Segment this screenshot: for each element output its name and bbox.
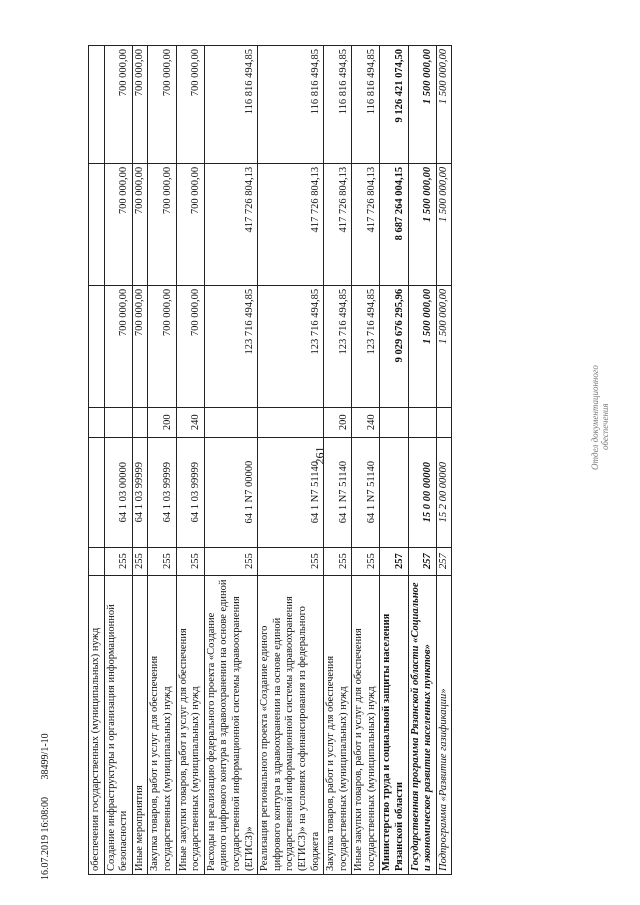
row-value-2019-cell: 123 716 494,85 <box>258 285 324 407</box>
row-vr-cell: 240 <box>176 407 204 437</box>
table-row <box>148 46 176 875</box>
row-ved-cell: 257 <box>436 547 452 575</box>
row-value-2020-cell: 417 726 804,13 <box>258 163 324 285</box>
row-name-cell: Создание инфраструктуры и организация информационной безопасности <box>104 575 132 874</box>
row-name-cell: Закупка товаров, работ и услуг для обеспечения государственных (муниципальных) нужд <box>324 575 352 874</box>
row-ved-cell: 255 <box>352 547 380 575</box>
row-value-2021-cell: 700 000,00 <box>176 46 204 164</box>
table-row <box>324 46 352 875</box>
table-row <box>352 46 380 875</box>
row-value-2021-cell: 116 816 494,85 <box>324 46 352 164</box>
row-name-cell: Иные закупки товаров, работ и услуг для обеспечения государственных (муниципальных) нужд <box>176 575 204 874</box>
row-vr-cell <box>258 407 324 437</box>
row-csr-cell: 15 2 00 00000 <box>436 437 452 547</box>
row-name-cell: Иные мероприятия <box>132 575 148 874</box>
footer-doc-id: 38499/1-10 <box>40 733 51 780</box>
row-name-cell: Реализация регионального проекта «Создание единого цифрового контура в здравоохранении на основе единой государственной информационной системы здравоохранения (ЕГИСЗ)» на условиях софинансирования из федерального бюджета <box>258 575 324 874</box>
row-name-cell: Государственная программа Рязанской области «Социальное и экономическое развитие населенных пунктов» <box>408 575 436 874</box>
budget-table-wrapper <box>88 45 528 875</box>
row-csr-cell: 64 1 N7 51140 <box>352 437 380 547</box>
row-name-cell: Иные закупки товаров, работ и услуг для обеспечения государственных (муниципальных) нужд <box>352 575 380 874</box>
row-vr-cell <box>132 407 148 437</box>
row-csr-cell: 64 1 03 99999 <box>132 437 148 547</box>
row-value-2020-cell: 1 500 000,00 <box>408 163 436 285</box>
row-vr-cell <box>89 407 105 437</box>
row-name-cell: обеспечения государственных (муниципальных) нужд <box>89 575 105 874</box>
row-value-2020-cell: 700 000,00 <box>104 163 132 285</box>
table-body <box>89 46 452 875</box>
row-value-2021-cell: 700 000,00 <box>132 46 148 164</box>
row-vr-cell <box>380 407 408 437</box>
footer <box>40 733 51 880</box>
row-value-2020-cell: 700 000,00 <box>148 163 176 285</box>
department-stamp <box>590 365 610 470</box>
table-row <box>258 46 324 875</box>
row-ved-cell: 257 <box>408 547 436 575</box>
table-row <box>204 46 257 875</box>
row-ved-cell <box>89 547 105 575</box>
table-row <box>89 46 105 875</box>
row-ved-cell: 255 <box>132 547 148 575</box>
row-vr-cell <box>408 407 436 437</box>
row-value-2019-cell <box>89 285 105 407</box>
row-vr-cell <box>436 407 452 437</box>
row-vr-cell <box>104 407 132 437</box>
row-value-2019-cell: 9 029 676 295,96 <box>380 285 408 407</box>
stamp-line-2: обеспечения <box>600 403 610 450</box>
row-csr-cell <box>89 437 105 547</box>
row-value-2021-cell: 116 816 494,85 <box>204 46 257 164</box>
budget-table <box>88 45 452 875</box>
row-ved-cell: 255 <box>148 547 176 575</box>
row-ved-cell: 255 <box>258 547 324 575</box>
row-csr-cell: 64 1 03 99999 <box>148 437 176 547</box>
row-value-2021-cell: 116 816 494,85 <box>258 46 324 164</box>
row-csr-cell: 64 1 N7 51140 <box>258 437 324 547</box>
row-name-cell: Подпрограмма «Развитие газификации» <box>436 575 452 874</box>
row-csr-cell: 64 1 N7 00000 <box>204 437 257 547</box>
row-value-2019-cell: 123 716 494,85 <box>324 285 352 407</box>
page-number: 261 <box>312 446 327 465</box>
row-value-2021-cell: 700 000,00 <box>148 46 176 164</box>
row-name-cell: Министерство труда и социальной защиты населения Рязанской области <box>380 575 408 874</box>
table-row <box>436 46 452 875</box>
row-name-cell: Закупка товаров, работ и услуг для обеспечения государственных (муниципальных) нужд <box>148 575 176 874</box>
row-ved-cell: 255 <box>204 547 257 575</box>
row-value-2019-cell: 123 716 494,85 <box>204 285 257 407</box>
row-value-2020-cell: 700 000,00 <box>132 163 148 285</box>
row-name-cell: Расходы на реализацию федерального проекта «Создание единого цифрового контура в здравоохранении на основе единой государственной информационной системы здравоохранения (ЕГИСЗ)» <box>204 575 257 874</box>
row-ved-cell: 257 <box>380 547 408 575</box>
row-value-2019-cell: 1 500 000,00 <box>408 285 436 407</box>
stamp-line-1: Отдел документационного <box>590 365 600 470</box>
row-value-2021-cell: 1 500 000,00 <box>408 46 436 164</box>
row-vr-cell: 200 <box>148 407 176 437</box>
table-row <box>176 46 204 875</box>
row-value-2021-cell: 1 500 000,00 <box>436 46 452 164</box>
row-value-2021-cell: 116 816 494,85 <box>352 46 380 164</box>
footer-datetime: 16.07.2019 16:08:00 <box>40 796 51 880</box>
table-row <box>408 46 436 875</box>
row-csr-cell <box>380 437 408 547</box>
row-vr-cell: 200 <box>324 407 352 437</box>
row-ved-cell: 255 <box>104 547 132 575</box>
table-row <box>380 46 408 875</box>
row-value-2021-cell: 700 000,00 <box>104 46 132 164</box>
row-value-2021-cell: 9 126 421 074,50 <box>380 46 408 164</box>
row-csr-cell: 64 1 03 00000 <box>104 437 132 547</box>
row-vr-cell <box>204 407 257 437</box>
row-value-2020-cell: 700 000,00 <box>176 163 204 285</box>
row-value-2019-cell: 700 000,00 <box>148 285 176 407</box>
row-ved-cell: 255 <box>324 547 352 575</box>
row-value-2019-cell: 700 000,00 <box>176 285 204 407</box>
row-value-2019-cell: 123 716 494,85 <box>352 285 380 407</box>
row-csr-cell: 64 1 N7 51140 <box>324 437 352 547</box>
row-value-2021-cell <box>89 46 105 164</box>
row-value-2020-cell: 417 726 804,13 <box>352 163 380 285</box>
row-vr-cell: 240 <box>352 407 380 437</box>
row-value-2019-cell: 700 000,00 <box>104 285 132 407</box>
row-csr-cell: 15 0 00 00000 <box>408 437 436 547</box>
row-csr-cell: 64 1 03 99999 <box>176 437 204 547</box>
row-value-2020-cell: 8 687 264 004,15 <box>380 163 408 285</box>
row-value-2020-cell <box>89 163 105 285</box>
row-value-2019-cell: 700 000,00 <box>132 285 148 407</box>
row-value-2020-cell: 417 726 804,13 <box>204 163 257 285</box>
row-value-2019-cell: 1 500 000,00 <box>436 285 452 407</box>
row-ved-cell: 255 <box>176 547 204 575</box>
row-value-2020-cell: 1 500 000,00 <box>436 163 452 285</box>
row-value-2020-cell: 417 726 804,13 <box>324 163 352 285</box>
table-row <box>132 46 148 875</box>
table-row <box>104 46 132 875</box>
